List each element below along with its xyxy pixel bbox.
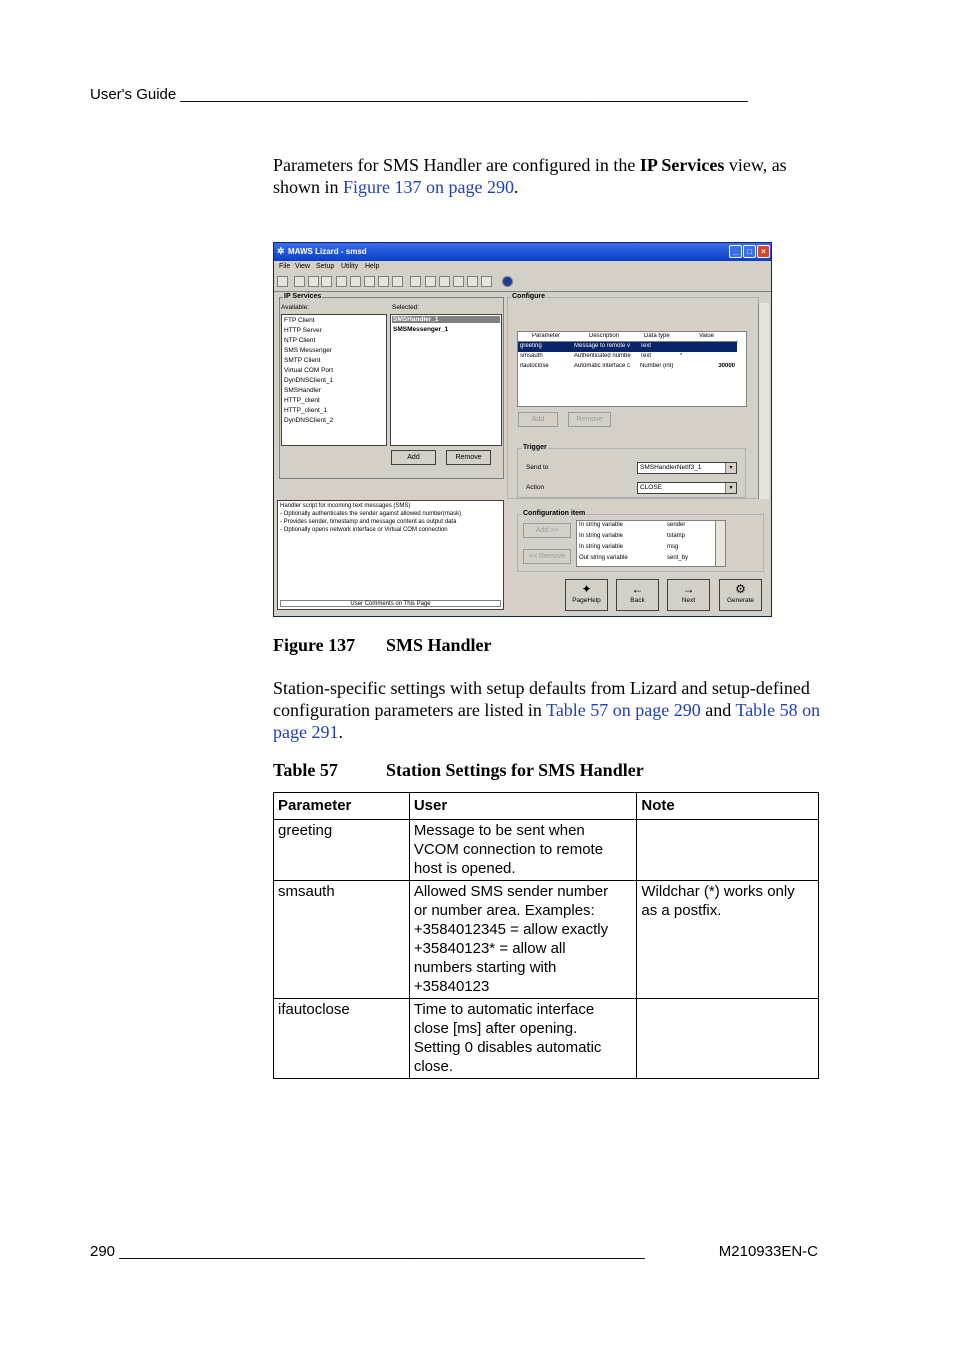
cell-line: Wildchar (*) works only: [641, 883, 795, 900]
cell-line: Time to automatic interface: [413, 1001, 595, 1018]
list-item[interactable]: SMSMessenger_1: [393, 326, 449, 333]
list-item[interactable]: NTP Client: [284, 337, 316, 344]
configure-add-button[interactable]: Add: [518, 412, 558, 427]
header-user: User: [409, 793, 637, 820]
param-cell: smsauth: [274, 881, 410, 999]
cell-line: +35840123* = allow all: [413, 940, 566, 957]
note-cell: [637, 999, 819, 1079]
modem-icon[interactable]: [425, 276, 436, 287]
table-header-row: [274, 793, 819, 820]
cell-line: host is opened.: [413, 860, 516, 877]
note-cell: [637, 820, 819, 881]
cell-line: close [ms] after opening.: [413, 1020, 578, 1037]
menu-utility[interactable]: Utility: [341, 263, 359, 270]
cell: greeting: [520, 343, 542, 349]
table57-link[interactable]: Table 57 on page 290: [546, 700, 701, 720]
table-row[interactable]: [518, 352, 737, 362]
menu-help[interactable]: Help: [365, 263, 380, 270]
cell: Text: [640, 353, 652, 359]
table-row: [274, 820, 819, 881]
cell-line: Allowed SMS sender number: [413, 883, 609, 900]
list-item[interactable]: sent_by: [667, 555, 689, 561]
page-icon[interactable]: [439, 276, 450, 287]
chevron-down-icon[interactable]: ▾: [725, 463, 736, 473]
page-help-button[interactable]: [565, 579, 608, 611]
send-to-select[interactable]: [637, 462, 737, 474]
selected-list[interactable]: [390, 314, 502, 446]
description-box: [277, 500, 504, 610]
list-item[interactable]: HTTP Server: [284, 327, 322, 334]
logging-icon[interactable]: [378, 276, 389, 287]
next-button[interactable]: [667, 579, 710, 611]
trigger-label: Trigger: [523, 444, 547, 451]
intro-bold: IP Services: [639, 155, 725, 175]
cell-line: +3584012345 = allow exactly: [413, 921, 609, 938]
list-item[interactable]: SMS Messenger: [284, 347, 333, 354]
config-remove-button[interactable]: << Remove: [523, 549, 571, 564]
table-caption: [273, 760, 644, 781]
cell: Number (int): [640, 363, 674, 369]
table-row: [274, 881, 819, 999]
dev2-icon[interactable]: [321, 276, 332, 287]
next-label: Next: [681, 597, 696, 604]
footer-page-number: 290 _______________________________________________________________: [90, 1243, 645, 1260]
action-select[interactable]: [637, 482, 737, 494]
intro-text: Parameters for SMS Handler are configured in the: [273, 155, 640, 175]
help-icon: ✦: [581, 582, 592, 596]
send-to-label: Send to: [526, 464, 549, 471]
list-item[interactable]: FTP Client: [284, 317, 315, 324]
generate-label: Generate: [726, 597, 755, 604]
user-comments-bar[interactable]: User Comments on This Page: [280, 600, 501, 607]
list-item[interactable]: Out string variable: [579, 555, 628, 561]
menu-bar: [274, 261, 771, 273]
page-help-label: PageHelp: [572, 597, 601, 604]
table-row[interactable]: [518, 342, 737, 352]
running-header: User's Guide ____________________________________________________________________: [90, 86, 748, 103]
configure-remove-button[interactable]: Remove: [568, 412, 611, 427]
figure-title: SMS Handler: [386, 635, 492, 655]
list-item[interactable]: DynDNSClient_2: [284, 417, 334, 424]
list-item[interactable]: In string variable: [579, 522, 624, 528]
header-parameter: Parameter: [274, 793, 410, 820]
configure-grid[interactable]: [517, 331, 747, 407]
available-label: Available:: [281, 304, 310, 311]
param-cell: greeting: [274, 820, 410, 881]
col-value: Value: [699, 333, 714, 339]
configure-label: Configure: [512, 293, 546, 300]
info-icon[interactable]: [502, 276, 513, 287]
list-item-selected[interactable]: SMSHandler_1: [392, 316, 500, 323]
flag-icon[interactable]: [392, 276, 403, 287]
maximize-icon[interactable]: □: [743, 245, 756, 258]
cell-line: VCOM connection to remote: [413, 841, 604, 858]
open-icon[interactable]: [277, 276, 288, 287]
para2-text-2: and: [700, 700, 736, 720]
close-icon[interactable]: ×: [757, 245, 770, 258]
cell: smsauth: [520, 353, 543, 359]
arrow-right-icon: →: [682, 582, 695, 596]
intro-end: .: [514, 177, 519, 197]
user-cell: [409, 820, 637, 881]
description-line: Handler script for incoming text messages (SMS): [280, 503, 411, 509]
gear-icon[interactable]: [481, 276, 492, 287]
settings-paragraph: [273, 677, 821, 743]
list-item[interactable]: In string variable: [579, 544, 624, 550]
list-item[interactable]: HTTP_client_1: [284, 407, 327, 414]
dev-icon[interactable]: [308, 276, 319, 287]
table-title: Station Settings for SMS Handler: [386, 760, 644, 780]
app-icon: ✲: [277, 246, 285, 256]
back-button[interactable]: [616, 579, 659, 611]
menu-file[interactable]: File: [279, 263, 291, 270]
station-settings-table: [273, 792, 819, 1079]
config-add-button[interactable]: Add >>: [523, 523, 571, 538]
cell: Message to remote v: [574, 343, 631, 349]
chevron-down-icon[interactable]: ▾: [725, 483, 736, 493]
footer-doc-id: M210933EN-C: [718, 1243, 818, 1260]
cell: 30000: [718, 363, 735, 369]
available-list[interactable]: [281, 314, 387, 446]
minimize-icon[interactable]: _: [729, 245, 742, 258]
menu-view[interactable]: View: [295, 263, 311, 270]
figure-link[interactable]: Figure 137 on page 290: [343, 177, 514, 197]
figure-caption: [273, 635, 492, 656]
list-item[interactable]: msg: [667, 544, 679, 550]
network-icon[interactable]: [294, 276, 305, 287]
user-cell: [409, 881, 637, 999]
arrow-left-icon: ←: [631, 582, 644, 596]
col-data-type: Data type: [644, 333, 670, 339]
para2-text: Station-specific settings with setup defaults from Lizard and setup-defined configuration parameters are listed in: [273, 678, 810, 720]
person-icon[interactable]: [364, 276, 375, 287]
note-cell: [637, 881, 819, 999]
para2-end: .: [338, 722, 343, 742]
list-item[interactable]: sender: [667, 522, 686, 528]
user-cell: [409, 999, 637, 1079]
list-item[interactable]: In string variable: [579, 533, 624, 539]
list-item[interactable]: tstamp: [667, 533, 686, 539]
cell-line: or number area. Examples:: [413, 902, 595, 919]
figure-number: Figure 137: [273, 635, 356, 655]
action-label: Action: [526, 484, 545, 491]
calc-icon[interactable]: [350, 276, 361, 287]
toolbar: [274, 273, 771, 292]
bell-icon[interactable]: [467, 276, 478, 287]
generate-button[interactable]: [719, 579, 762, 611]
cell-line: Setting 0 disables automatic: [413, 1039, 602, 1056]
window-title: MAWS Lizard - smsd: [288, 247, 367, 256]
intro-text-2: view, as shown in: [273, 155, 787, 197]
param-cell: ifautoclose: [274, 999, 410, 1079]
cell: Automatic interface c: [574, 363, 631, 369]
cell: *: [680, 353, 683, 359]
col-description: Description: [589, 333, 620, 339]
description-line: - Optionally opens network interface or Virtual COM connection: [280, 527, 448, 533]
config-scrollbar[interactable]: [715, 521, 725, 566]
table58-link[interactable]: Table 58 on page 291: [273, 700, 821, 742]
list-item[interactable]: SMTP Client: [284, 357, 321, 364]
list-item[interactable]: DynDNSClient_1: [284, 377, 334, 384]
back-label: Back: [630, 597, 645, 604]
cell: ifautoclose: [520, 363, 549, 369]
remove-service-button[interactable]: Remove: [446, 450, 491, 465]
selected-label: Selected:: [392, 304, 420, 311]
cell-line: numbers starting with: [413, 959, 557, 976]
configure-scrollbar[interactable]: [758, 303, 769, 499]
header-note: Note: [637, 793, 819, 820]
list-item[interactable]: Virtual COM Port: [284, 367, 334, 374]
table-number: Table 57: [273, 760, 338, 780]
col-parameter: Parameter: [532, 333, 561, 339]
list-item[interactable]: SMSHandler: [284, 387, 321, 394]
cell: Authenticated numbe: [574, 353, 631, 359]
ip-services-label: IP Services: [284, 293, 322, 300]
pen-icon[interactable]: [453, 276, 464, 287]
window-titlebar: [274, 243, 771, 261]
send-to-value: SMSHandlerNetIf3_1: [640, 464, 702, 471]
cell-line: Message to be sent when: [413, 822, 585, 839]
maws-lizard-window: [273, 242, 772, 617]
config-item-list[interactable]: [576, 520, 726, 567]
action-value: CLOSE: [640, 484, 663, 491]
cell-line: +35840123: [413, 978, 490, 995]
cell: Text: [640, 343, 652, 349]
cell-line: close.: [413, 1058, 453, 1075]
list-item[interactable]: HTTP_client: [284, 397, 320, 404]
menu-setup[interactable]: Setup: [316, 263, 335, 270]
table-row: [274, 999, 819, 1079]
description-line: - Provides sender, timestamp and message content as output data: [280, 519, 457, 525]
table-row[interactable]: [518, 362, 737, 372]
gears-icon: ⚙: [735, 582, 746, 596]
description-line: - Optionally authenticates the sender against allowed number(mask): [280, 511, 462, 517]
intro-paragraph: [273, 154, 821, 198]
config-item-label: Configuration item: [523, 510, 586, 517]
cell-line: as a postfix.: [641, 902, 722, 919]
add-service-button[interactable]: Add: [391, 450, 436, 465]
storage-icon[interactable]: [410, 276, 421, 287]
sensor-icon[interactable]: [336, 276, 347, 287]
